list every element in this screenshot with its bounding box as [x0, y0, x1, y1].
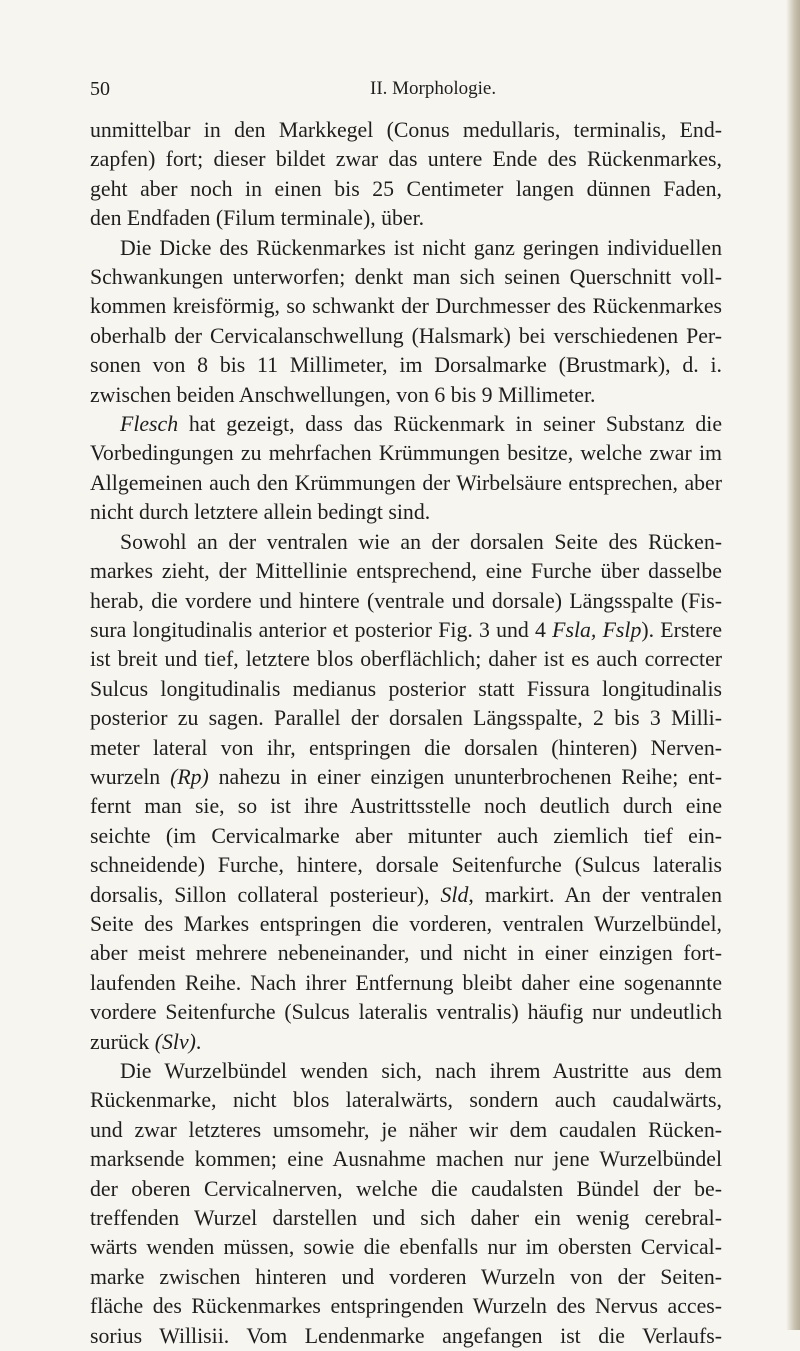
line-text: Die Wurzelbündel wenden sich, nach ihrem Austritte aus dem: [120, 1059, 722, 1083]
text-line: [90, 792, 722, 821]
text-line: [90, 351, 722, 380]
text-line: [90, 734, 722, 763]
text-line: [90, 1145, 722, 1174]
line-text: wärts wenden müssen, sowie die ebenfalls nur im obersten Cervical-: [90, 1235, 722, 1260]
text-line: [90, 469, 722, 498]
line-text: aber meist mehrere nebeneinander, und nicht in einer einzigen fort-: [90, 941, 722, 966]
text-line: [90, 1116, 722, 1145]
page-header: [90, 78, 720, 106]
text-line: [90, 1057, 722, 1086]
text-line: [90, 881, 722, 910]
text-line: [90, 263, 722, 292]
text-line: [90, 381, 722, 410]
line-text: dorsalis, Sillon collateral posterieur),: [90, 882, 441, 907]
line-text: fernt man sie, so ist ihre Austrittsstelle noch deutlich durch eine: [90, 794, 722, 819]
text-line: [90, 645, 722, 674]
text-line: [90, 1292, 722, 1321]
body-text: [90, 116, 722, 1351]
text-line: [90, 145, 722, 174]
text-line: [90, 910, 722, 939]
line-text: sonen von 8 bis 11 Millimeter, im Dorsalmarke (Brustmark), d. i.: [90, 353, 722, 378]
italic-text: Flesch: [120, 412, 179, 437]
line-text: den Endfaden (Filum terminale), über.: [90, 206, 425, 231]
text-line: [90, 969, 722, 998]
text-line: [90, 204, 722, 233]
line-text: kommen kreisförmig, so schwankt der Durchmesser des Rückenmarkes: [90, 294, 722, 319]
line-text: vordere Seitenfurche (Sulcus lateralis ventralis) häufig nur undeutlich: [90, 1000, 722, 1025]
line-text: Allgemeinen auch den Krümmungen der Wirbelsäure entsprechen, aber: [90, 470, 722, 495]
text-line: [90, 439, 722, 468]
line-text: treffenden Wurzel darstellen und sich daher ein wenig cerebral-: [90, 1206, 722, 1231]
text-line: [90, 587, 722, 616]
line-text: nahezu in einer einzigen ununterbrochenen Reihe; ent-: [208, 764, 722, 789]
line-text: unmittelbar in den Markkegel (Conus medullaris, terminalis, End-: [90, 118, 722, 142]
text-line: [90, 1204, 722, 1233]
line-text: seichte (im Cervicalmarke aber mitunter auch ziemlich tief ein-: [90, 823, 722, 848]
line-text: hat gezeigt, dass das Rückenmark in seiner Substanz die: [178, 412, 722, 437]
line-text: nicht durch letztere allein bedingt sind.: [90, 500, 431, 525]
line-text: zwischen beiden Anschwellungen, von 6 bis 9 Millimeter.: [90, 382, 596, 407]
text-line: [90, 1233, 722, 1262]
italic-text: (Slv): [154, 1029, 196, 1054]
line-text: sorius Willisii. Vom Lendenmarke angefangen ist die Verlaufs-: [90, 1323, 722, 1348]
text-line: [90, 234, 722, 263]
text-line: [90, 704, 722, 733]
text-line: [90, 557, 722, 586]
line-text: wurzeln: [90, 764, 171, 789]
text-line: [90, 322, 722, 351]
italic-text: Fsla, Fslp: [552, 617, 642, 642]
text-line: [90, 1322, 722, 1351]
line-text: .: [195, 1029, 202, 1054]
text-line: [90, 498, 722, 527]
line-text: laufenden Reihe. Nach ihrer Entfernung bleibt daher eine sogenannte: [90, 970, 722, 995]
text-line: [90, 410, 722, 439]
text-line: [90, 175, 722, 204]
line-text: sura longitudinalis anterior et posterior Fig. 3 und 4: [90, 617, 553, 642]
text-line: [90, 1028, 722, 1057]
line-text: ist breit und tief, letztere blos oberflächlich; daher ist es auch correcter: [90, 647, 722, 672]
line-text: fläche des Rückenmarkes entspringenden Wurzeln des Nervus acces-: [90, 1294, 722, 1319]
text-line: [90, 763, 722, 792]
text-line: [90, 1175, 722, 1204]
text-line: [90, 822, 722, 851]
line-text: posterior zu sagen. Parallel der dorsalen Längsspalte, 2 bis 3 Milli-: [90, 706, 722, 731]
line-text: oberhalb der Cervicalanschwellung (Halsmark) bei verschiedenen Per-: [90, 323, 722, 348]
text-line: [90, 616, 722, 645]
line-text: markes zieht, der Mittellinie entsprechend, eine Furche über dasselbe: [90, 559, 722, 584]
line-text: Sulcus longitudinalis medianus posterior statt Fissura longitudinalis: [90, 676, 722, 701]
line-text: der oberen Cervicalnerven, welche die caudalsten Bündel der be-: [90, 1176, 722, 1201]
text-line: [90, 1086, 722, 1115]
page-edge-shadow: [786, 0, 800, 1330]
line-text: Seite des Markes entspringen die vorderen, ventralen Wurzelbündel,: [90, 911, 722, 936]
italic-text: (Rp): [170, 764, 209, 789]
text-line: [90, 116, 722, 145]
line-text: Rückenmarke, nicht blos lateralwärts, sondern auch caudalwärts,: [90, 1088, 722, 1113]
line-text: geht aber noch in einen bis 25 Centimeter langen dünnen Faden,: [90, 176, 722, 201]
line-text: zurück: [90, 1029, 155, 1054]
line-text: Die Dicke des Rückenmarkes ist nicht ganz geringen individuellen: [120, 235, 722, 260]
line-text: Sowohl an der ventralen wie an der dorsalen Seite des Rücken-: [120, 529, 722, 554]
line-text: Vorbedingungen zu mehrfachen Krümmungen besitze, welche zwar im: [90, 441, 722, 466]
italic-text: Sld: [440, 882, 469, 907]
line-text: marksende kommen; eine Ausnahme machen nur jene Wurzelbündel: [90, 1147, 722, 1172]
text-line: [90, 998, 722, 1027]
line-text: Schwankungen unterworfen; denkt man sich seinen Querschnitt voll-: [90, 265, 722, 290]
line-text: ). Erstere: [641, 617, 722, 642]
line-text: und zwar letzteres umsomehr, je näher wir dem caudalen Rücken-: [90, 1117, 722, 1142]
line-text: herab, die vordere und hintere (ventrale und dorsale) Längsspalte (Fis-: [90, 588, 722, 613]
line-text: meter lateral von ihr, entspringen die dorsalen (hinteren) Nerven-: [90, 735, 722, 760]
line-text: , markirt. An der ventralen: [468, 882, 722, 907]
text-line: [90, 851, 722, 880]
page-number: 50: [90, 78, 110, 100]
text-line: [90, 528, 722, 557]
line-text: marke zwischen hinteren und vorderen Wurzeln von der Seiten-: [90, 1264, 722, 1289]
text-line: [90, 675, 722, 704]
line-text: zapfen) fort; dieser bildet zwar das untere Ende des Rückenmarkes,: [90, 147, 722, 172]
running-title: II. Morphologie.: [370, 78, 497, 99]
text-line: [90, 939, 722, 968]
line-text: schneidende) Furche, hintere, dorsale Seitenfurche (Sulcus lateralis: [90, 853, 722, 878]
text-line: [90, 292, 722, 321]
text-line: [90, 1263, 722, 1292]
